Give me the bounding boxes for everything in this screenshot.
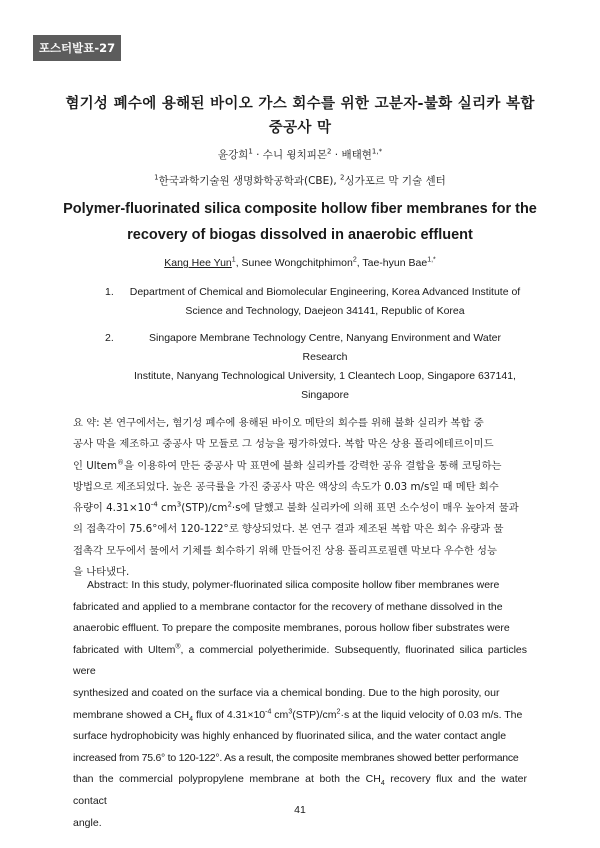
- affiliation-2: 2. Singapore Membrane Technology Centre, Nanyang Environment and Water Research Institute, Nanyang Technological University, 1 Cleantech Loop, Singapore 637141, Singapore: [105, 332, 516, 401]
- korean-abstract: 요 약: 본 연구에서는, 혐기성 폐수에 용해된 바이오 메탄의 회수를 위해 불화 실리카 복합 중 공사 막을 제조하고 중공사 막 모듈로 그 성능을 평가하였다. 복합 막은 상용 폴리에테르이미드 인 Ultem®을 이용하여 만든 중공사 막 표면에 불화 실리카를 강력한 공유 결합을 통해 코팅하는 방법으로 제조되었다. 높은 공극률을 가진 중공사 막은 액상의 속도가 0.03 m/s일 때 메탄 회수 유량이 $4.31\times 10^{-4}$ $cm^3(STP)/cm^2\cdot s$에 달했고 불화 실리카에 의해 표면 소수성이 매우 높아져 물과 의 접촉각이 75.6°에서 120-122°로 향상되었다. 본 연구 결과 제조된 복합 막은 회수 유량과 물 접촉각 모두에서 물에서 기체를 회수하기 위해 만들어진 상용 폴리프로필렌 막보다 우수한 성능 을 나타냈다.: [73, 417, 519, 579]
- english-author-2: , Sunee Wongchitphimon: [235, 257, 353, 269]
- session-tag: 포스터발표-27: [33, 35, 121, 61]
- korean-author-2: 수니 윙치피몬: [262, 149, 327, 161]
- english-authors: Kang Hee Yun$^1$, Sunee Wongchitphimon$^2$, Tae-hyun Bae$^{1,*}$: [164, 256, 436, 269]
- english-abstract: Abstract: In this study, polymer-fluorinated silica composite hollow fiber membranes were fabricated and applied to a membrane contactor for the recovery of methane dissolved in the anaerobic effluent. To prepare the composite membranes, porous hollow fiber substrates were fabricated with Ultem®, a commercial polyetherimide. Subsequently, fluorinated silica particles were synthesized and coated on the surface via a chemical bonding. Due to the high porosity, our membrane showed a $CH_4$ flux of $4.31\times 10^{-4}$ $cm^3(STP)/cm^2\cdot s$ at the liquid velocity of 0.03 m/s. The surface hydrophobicity was highly enhanced by fluorinated silica, and the water contact angle increased from 75.6° to 120-122°. As a result, the composite membranes showed better performance than the commercial polypropylene membrane at both the $CH_4$ recovery flux and the water contact angle.: [73, 579, 527, 829]
- korean-title-line-1: 혐기성 폐수에 용해된 바이오 가스 회수를 위한 고분자-불화 실리카 복합: [65, 96, 535, 112]
- english-author-3: , Tae-hyun Bae: [356, 257, 428, 269]
- english-author-1: Kang Hee Yun: [164, 257, 232, 269]
- korean-authors: 윤강희$^1$ · 수니 윙치피몬$^2$ · 배태현$^{1,*}$: [217, 147, 383, 161]
- korean-affiliations: $^1$한국과학기술원 생명화학공학과(CBE), $^2$싱가포르 막 기술 센터: [154, 173, 446, 187]
- english-title-line-1: Polymer-fluorinated silica composite hollow fiber membranes for the: [63, 201, 537, 217]
- korean-title-line-2: 중공사 막: [268, 120, 332, 136]
- korean-author-1: 윤강희: [217, 149, 249, 161]
- korean-author-3: 배태현: [341, 149, 372, 161]
- english-title-line-2: recovery of biogas dissolved in anaerobic effluent: [127, 227, 473, 243]
- affiliation-1: 1. Department of Chemical and Biomolecular Engineering, Korea Advanced Institute of Science and Technology, Daejeon 34141, Republic of Korea: [105, 286, 521, 317]
- page-number: 41: [294, 804, 306, 816]
